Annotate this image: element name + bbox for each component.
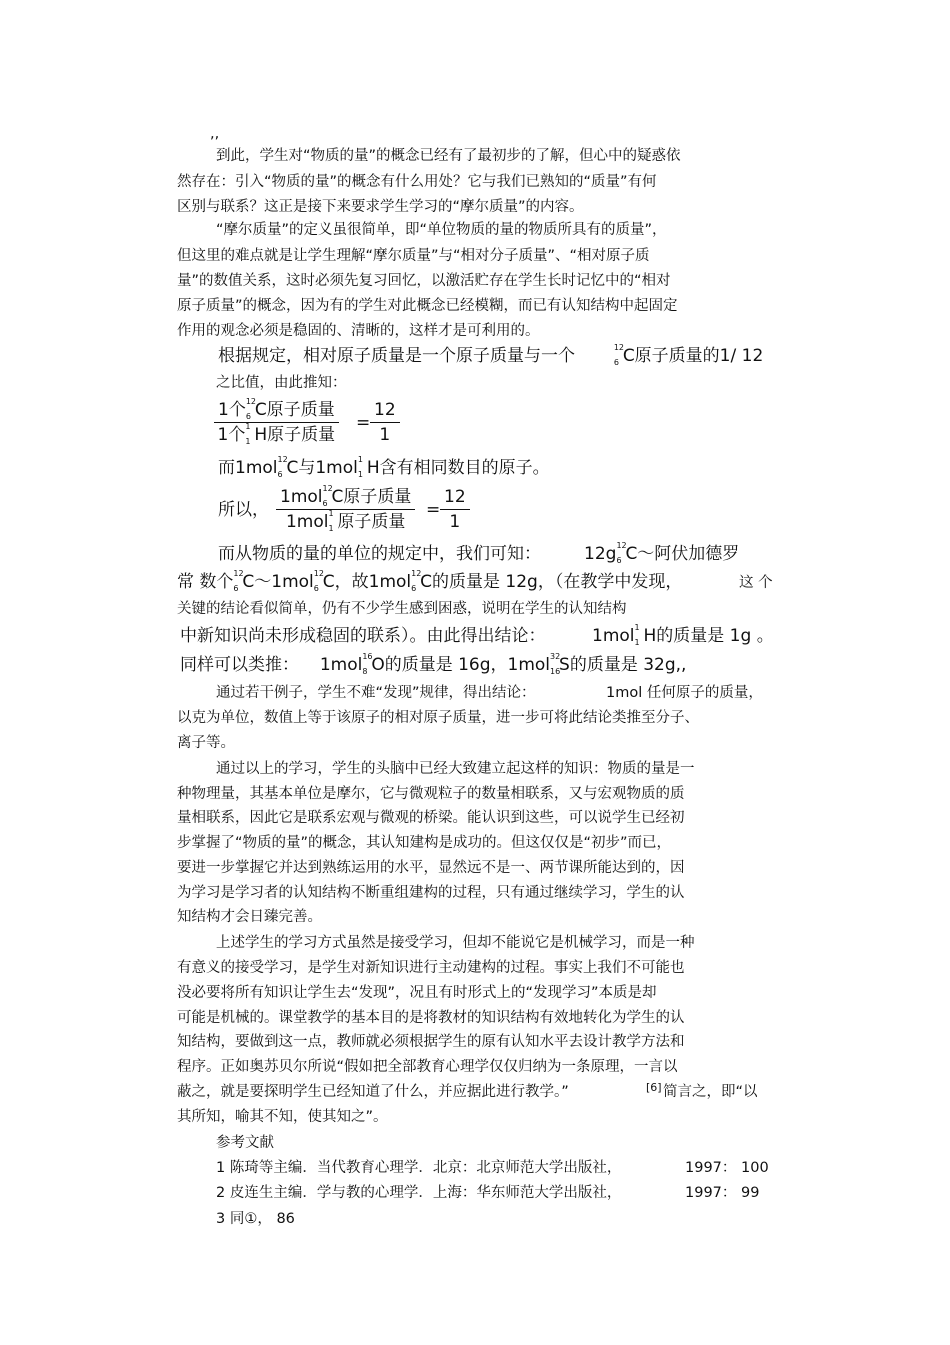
paragraph-line: 简言之，即“以 bbox=[663, 1084, 758, 1100]
paragraph-line: 以克为单位，数值上等于该原子的相对原子质量，进一步可将此结论类推至分子、 bbox=[177, 710, 699, 726]
paragraph-line: 为学习是学习者的认知结构不断重组建构的过程，只有通过继续学习，学生的认 bbox=[177, 885, 685, 901]
avogadro-line: 12g 12 6 C～阿伏加德罗 bbox=[584, 541, 740, 565]
paragraph-line: 通过以上的学习，学生的头脑中已经大致建立起这样的知识：物质的量是一 bbox=[216, 761, 695, 777]
paragraph-line: 作用的观念必须是稳固的、清晰的，这样才是可利用的。 bbox=[177, 323, 540, 339]
avogadro-line: 而从物质的量的单位的规定中，我们可知： bbox=[218, 544, 541, 564]
paragraph-line: 上述学生的学习方式虽然是接受学习，但却不能说它是机械学习，而是一种 bbox=[216, 935, 695, 951]
paragraph-line: 没必要将所有知识让学生去“发现”，况且有时形式上的“发现学习”本质是却 bbox=[177, 985, 657, 1001]
reference-item: 1 陈琦等主编．当代教育心理学．北京：北京师范大学出版社， bbox=[216, 1160, 622, 1176]
conclusion-line: 中新知识尚未形成稳固的联系）。由此得出结论： bbox=[180, 626, 546, 646]
isotope-c12: 12 6 bbox=[613, 343, 624, 367]
fraction-atom-mass: 1个 12 6 C原子质量 1个 1 1 H原子质量 bbox=[214, 398, 339, 447]
paragraph-line: 蔽之，就是要探明学生已经知道了什么，并应据此进行教学。” bbox=[177, 1084, 569, 1100]
paragraph-line: 步掌握了“物质的量”的概念，其认知建构是成功的。但这仅仅是“初步”而已， bbox=[177, 835, 672, 851]
mol-line: 而1mol 12 6 C与1mol 1 1 H含有相同数目的原子。 bbox=[218, 455, 550, 479]
citation-ref: [6] bbox=[646, 1081, 662, 1094]
paragraph-line: 通过若干例子，学生不难“发现”规律，得出结论： bbox=[216, 685, 536, 701]
reference-year: 1997： 100 bbox=[685, 1160, 769, 1176]
so-label: 所以， bbox=[218, 500, 269, 520]
paragraph-line: 到此，学生对“物质的量”的概念已经有了最初步的了解，但心中的疑惑依 bbox=[216, 148, 681, 164]
paragraph-line: 关键的结论看似简单，仍有不少学生感到困惑，说明在学生的认知结构 bbox=[177, 601, 627, 617]
equals-sign: = bbox=[356, 413, 371, 433]
paragraph-line: 区别与联系？这正是接下来要求学生学习的“摩尔质量”的内容。 bbox=[177, 199, 584, 215]
paragraph-line: 要进一步掌握它并达到熟练运用的水平，显然远不是一、两节课所能达到的，因 bbox=[177, 860, 685, 876]
reference-year: 1997： 99 bbox=[685, 1185, 760, 1201]
paragraph-line: 有意义的接受学习，是学生对新知识进行主动建构的过程。事实上我们不可能也 bbox=[177, 960, 685, 976]
paragraph-line: 原子质量”的概念，因为有的学生对此概念已经模糊，而已有认知结构中起固定 bbox=[177, 298, 678, 314]
conclusion-line: 1mol 1 1 H的质量是 1g 。 bbox=[592, 623, 774, 647]
reference-item: 2 皮连生主编．学与教的心理学．上海：华东师范大学出版社， bbox=[216, 1185, 622, 1201]
paragraph-line: 但这里的难点就是让学生理解“摩尔质量”与“相对分子质量”、“相对原子质 bbox=[177, 248, 650, 264]
fraction-ratio: 12 1 bbox=[370, 398, 400, 447]
paragraph-line: 知结构，要做到这一点，教师就必须根据学生的原有认知水平去设计教学方法和 bbox=[177, 1034, 685, 1050]
references-title: 参考文献 bbox=[216, 1135, 274, 1151]
paragraph-line: 量相联系，因此它是联系宏观与微观的桥梁。能认识到这些，可以说学生已经初 bbox=[177, 810, 685, 826]
equals-sign: = bbox=[426, 500, 441, 520]
paragraph-line: 知结构才会日臻完善。 bbox=[177, 909, 322, 925]
paragraph-line: “摩尔质量”的定义虽很简单，即“单位物质的量的物质所具有的质量”， bbox=[216, 222, 667, 238]
paragraph-line: 然存在：引入“物质的量”的概念有什么用处？它与我们已熟知的“质量”有何 bbox=[177, 174, 657, 190]
quote-marks: ,, bbox=[210, 126, 220, 142]
rule-line-2: 之比值，由此推知： bbox=[216, 375, 347, 391]
paragraph-line: 种物理量，其基本单位是摩尔，它与微观粒子的数量相联系，又与宏观物质的质 bbox=[177, 786, 685, 802]
paragraph-line: 程序。正如奥苏贝尔所说“假如把全部教育心理学仅仅归纳为一条原理，一言以 bbox=[177, 1059, 678, 1075]
rule-line: 根据规定，相对原子质量是一个原子质量与一个 12 6 C原子质量的1/ 12 bbox=[218, 343, 764, 367]
paragraph-line: 量”的数值关系，这时必须先复习回忆，以激活贮存在学生长时记忆中的“相对 bbox=[177, 273, 671, 289]
paragraph-line: 1mol 任何原子的质量， bbox=[606, 685, 763, 701]
paragraph-line: 离子等。 bbox=[177, 735, 235, 751]
fraction-mol-mass: 1mol 12 6 C原子质量 1mol 1 1 原子质量 bbox=[276, 485, 415, 534]
avogadro-line: 常 数个 12 6 C～1mol 12 6 C，故1mol 12 6 C的质量是 12g，（在教学中发现， bbox=[177, 569, 683, 593]
fraction-ratio: 12 1 bbox=[440, 485, 470, 534]
analogy-line: 同样可以类推： 1mol 16 8 O的质量是 16g，1mol 32 16 S的质量是 32g,, bbox=[180, 652, 687, 676]
avogadro-line: 这 个 bbox=[739, 575, 773, 591]
paragraph-line: 可能是机械的。课堂教学的基本目的是将教材的知识结构有效地转化为学生的认 bbox=[177, 1010, 685, 1026]
reference-item: 3 同①， 86 bbox=[216, 1211, 295, 1227]
paragraph-line: 其所知，喻其不知，使其知之”。 bbox=[177, 1109, 388, 1125]
